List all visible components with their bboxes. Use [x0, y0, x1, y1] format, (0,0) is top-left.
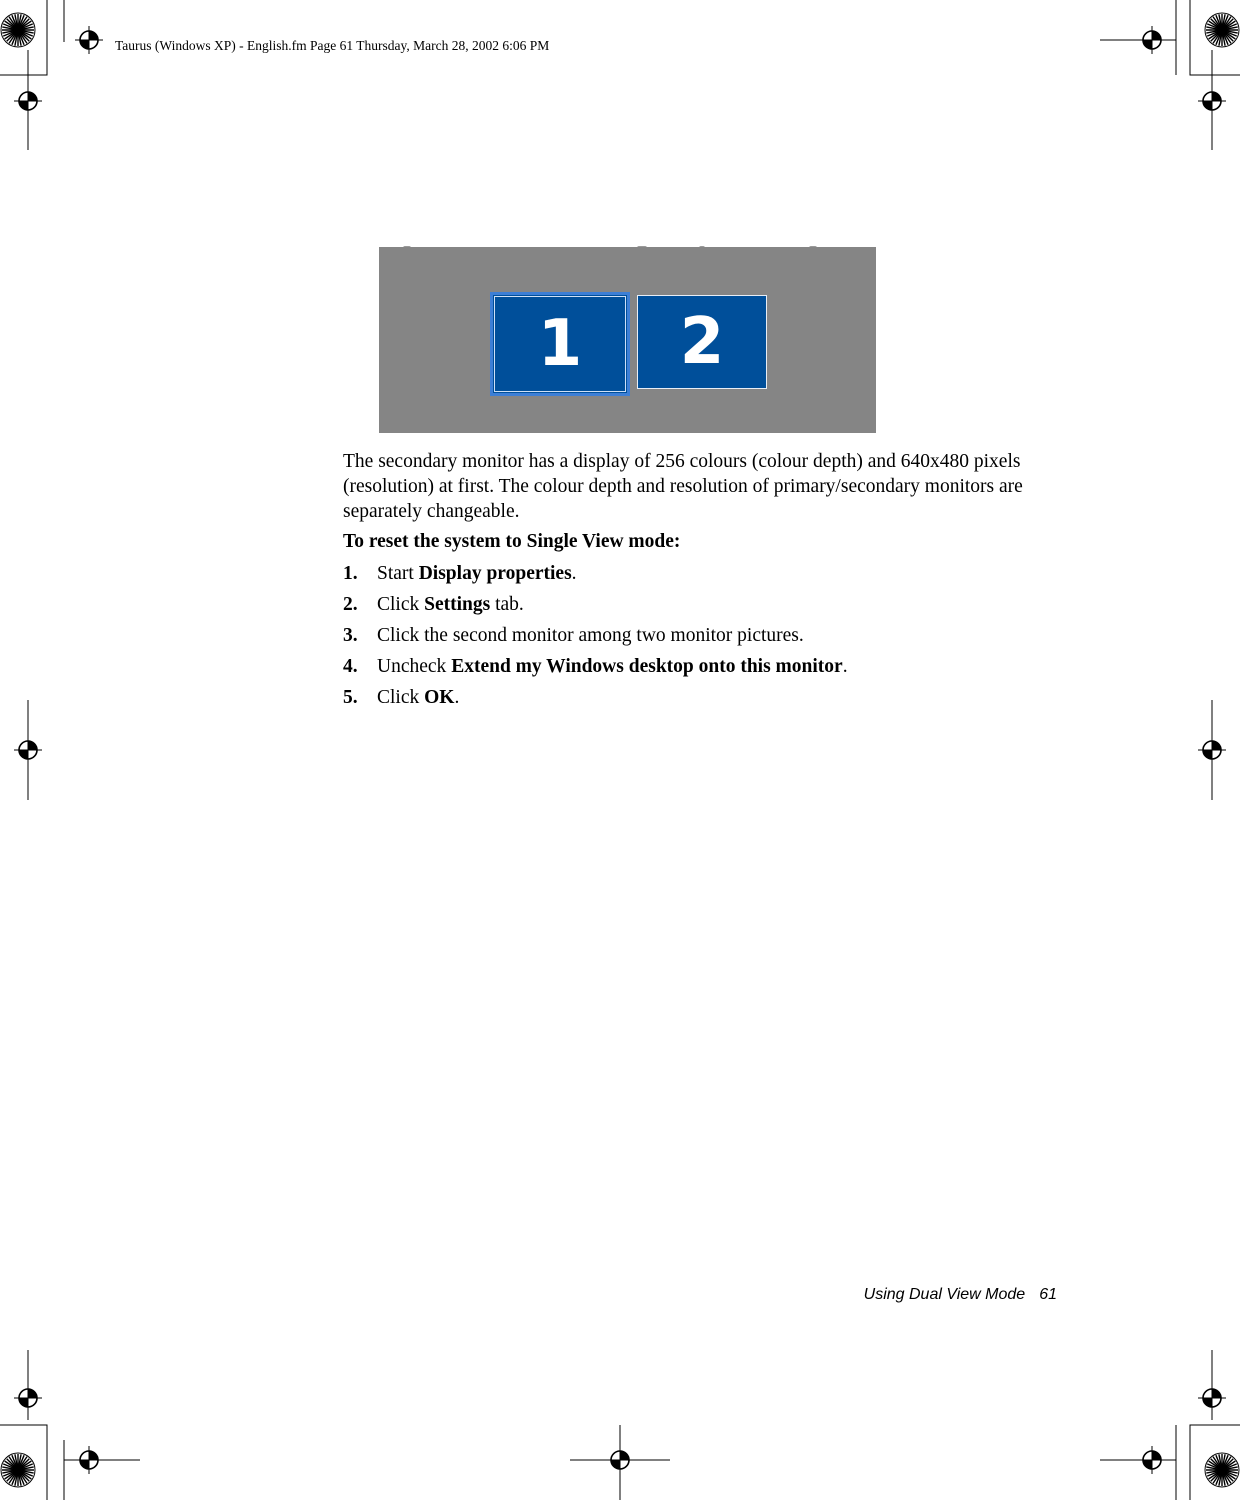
step-text: Click the second monitor among two monitor pictures.: [377, 625, 804, 646]
step-number: 1.: [343, 563, 358, 584]
step-number: 2.: [343, 594, 358, 615]
step-text: Uncheck Extend my Windows desktop onto this monitor.: [377, 656, 848, 677]
step-number: 4.: [343, 656, 358, 677]
body-paragraph: The secondary monitor has a display of 256 colours (colour depth) and 640x480 pixels (resolution) at first. The colour depth and resolution of primary/secondary monitors are separately changeable.: [343, 451, 1023, 522]
page-number: 61: [1039, 1286, 1057, 1303]
footer-section-title: Using Dual View Mode: [863, 1286, 1026, 1303]
step-number: 3.: [343, 625, 358, 646]
step-text: Start Display properties.: [377, 563, 577, 584]
page-footer: [864, 1286, 1057, 1304]
file-info-header: Taurus (Windows XP) - English.fm Page 61 Thursday, March 28, 2002 6:06 PM: [115, 38, 550, 53]
monitor-1-picture: 1: [490, 292, 630, 396]
step-number: 5.: [343, 687, 358, 708]
monitor-2-picture: 2: [637, 295, 767, 389]
step-text: Click Settings tab.: [377, 594, 524, 615]
procedure-heading: To reset the system to Single View mode:: [343, 531, 681, 552]
step-text: Click OK.: [377, 687, 460, 708]
